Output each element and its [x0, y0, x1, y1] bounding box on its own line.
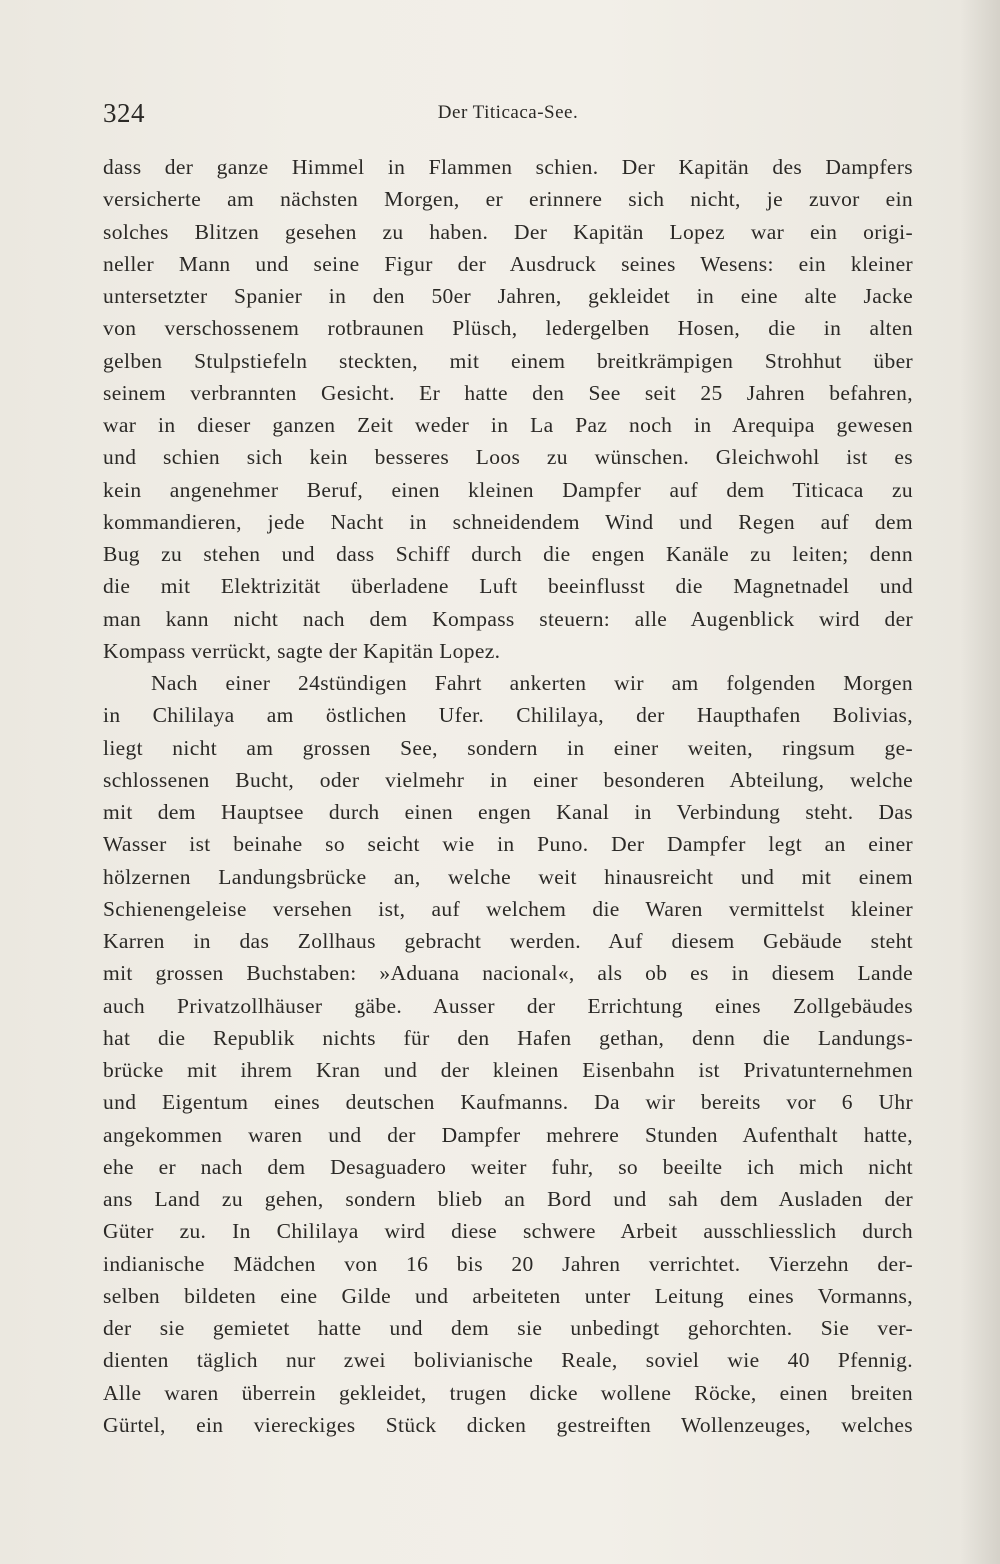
text-line: brücke mit ihrem Kran und der kleinen Eisenbahn ist Privatunternehmen	[103, 1058, 913, 1082]
text-line: angekommen waren und der Dampfer mehrere Stunden Aufenthalt hatte,	[103, 1122, 913, 1147]
text-line: mit dem Hauptsee durch einen engen Kanal in Verbindung steht. Das	[103, 800, 913, 824]
text-line: hölzernen Landungsbrücke an, welche weit hinausreicht und mit einem	[103, 864, 913, 889]
text-line: kein angenehmer Beruf, einen kleinen Dampfer auf dem Titicaca zu	[103, 477, 913, 502]
text-line: in Chililaya am östlichen Ufer. Chililaya, der Haupthafen Bolivias,	[103, 703, 913, 728]
text-line: Nach einer 24stündigen Fahrt ankerten wir am folgenden Morgen	[151, 671, 913, 695]
text-line: untersetzter Spanier in den 50er Jahren, gekleidet in eine alte Jacke	[103, 284, 913, 308]
text-line: indianische Mädchen von 16 bis 20 Jahren verrichtet. Vierzehn der-	[103, 1251, 913, 1276]
page-number: 324	[103, 98, 145, 128]
running-title: Der Titicaca-See.	[437, 102, 579, 123]
text-line: Güter zu. In Chililaya wird diese schwere Arbeit ausschliesslich durch	[103, 1219, 913, 1244]
text-line: die mit Elektrizität überladene Luft beeinflusst die Magnetnadel und	[103, 574, 913, 599]
text-line: Alle waren überrein gekleidet, trugen dicke wollene Röcke, einen breiten	[103, 1380, 913, 1405]
text-line: versicherte am nächsten Morgen, er erinnere sich nicht, je zuvor ein	[103, 187, 913, 212]
text-line: dienten täglich nur zwei bolivianische Reale, soviel wie 40 Pfennig.	[103, 1348, 913, 1373]
text-line: Wasser ist beinahe so seicht wie in Puno. Der Dampfer legt an einer	[103, 832, 913, 857]
text-line: solches Blitzen gesehen zu haben. Der Kapitän Lopez war ein origi-	[103, 219, 913, 244]
text-line: man kann nicht nach dem Kompass steuern: alle Augenblick wird der	[103, 606, 913, 631]
text-line: auch Privatzollhäuser gäbe. Ausser der Errichtung eines Zollgebäudes	[103, 993, 913, 1018]
text-line: liegt nicht am grossen See, sondern in einer weiten, ringsum ge-	[103, 735, 913, 760]
text-line: Bug zu stehen und dass Schiff durch die engen Kanäle zu leiten; denn	[103, 542, 913, 566]
text-line: gelben Stulpstiefeln steckten, mit einem breitkrämpigen Strohhut über	[103, 348, 913, 373]
text-line: Gürtel, ein viereckiges Stück dicken gestreiften Wollenzeuges, welches	[103, 1412, 913, 1437]
text-line: der sie gemietet hatte und dem sie unbedingt gehorchten. Sie ver-	[103, 1316, 913, 1340]
text-line: Schienengeleise versehen ist, auf welchem die Waren vermittelst kleiner	[103, 896, 913, 921]
body-text	[103, 151, 913, 1441]
text-line: Karren in das Zollhaus gebracht werden. Auf diesem Gebäude steht	[103, 929, 913, 953]
text-line: war in dieser ganzen Zeit weder in La Paz noch in Arequipa gewesen	[103, 413, 913, 437]
text-line: ans Land zu gehen, sondern blieb an Bord und sah dem Ausladen der	[103, 1187, 913, 1211]
page-header	[103, 98, 913, 132]
text-line: ehe er nach dem Desaguadero weiter fuhr, so beeilte ich mich nicht	[103, 1154, 913, 1179]
text-line: und Eigentum eines deutschen Kaufmanns. Da wir bereits vor 6 Uhr	[103, 1090, 913, 1115]
text-line: kommandieren, jede Nacht in schneidendem Wind und Regen auf dem	[103, 509, 913, 534]
text-line: mit grossen Buchstaben: »Aduana nacional«, als ob es in diesem Lande	[103, 961, 913, 986]
text-line: dass der ganze Himmel in Flammen schien. Der Kapitän des Dampfers	[103, 155, 913, 179]
text-line: neller Mann und seine Figur der Ausdruck seines Wesens: ein kleiner	[103, 251, 913, 276]
text-line: seinem verbrannten Gesicht. Er hatte den See seit 25 Jahren befahren,	[103, 380, 913, 405]
text-line: Kompass verrückt, sagte der Kapitän Lopez.	[103, 638, 501, 663]
text-line: und schien sich kein besseres Loos zu wünschen. Gleichwohl ist es	[103, 445, 913, 470]
text-line: hat die Republik nichts für den Hafen gethan, denn die Landungs-	[103, 1025, 913, 1050]
text-line: selben bildeten eine Gilde und arbeiteten unter Leitung eines Vormanns,	[103, 1283, 913, 1308]
text-line: von verschossenem rotbraunen Plüsch, ledergelben Hosen, die in alten	[103, 316, 913, 341]
text-line: schlossenen Bucht, oder vielmehr in einer besonderen Abteilung, welche	[103, 767, 913, 792]
